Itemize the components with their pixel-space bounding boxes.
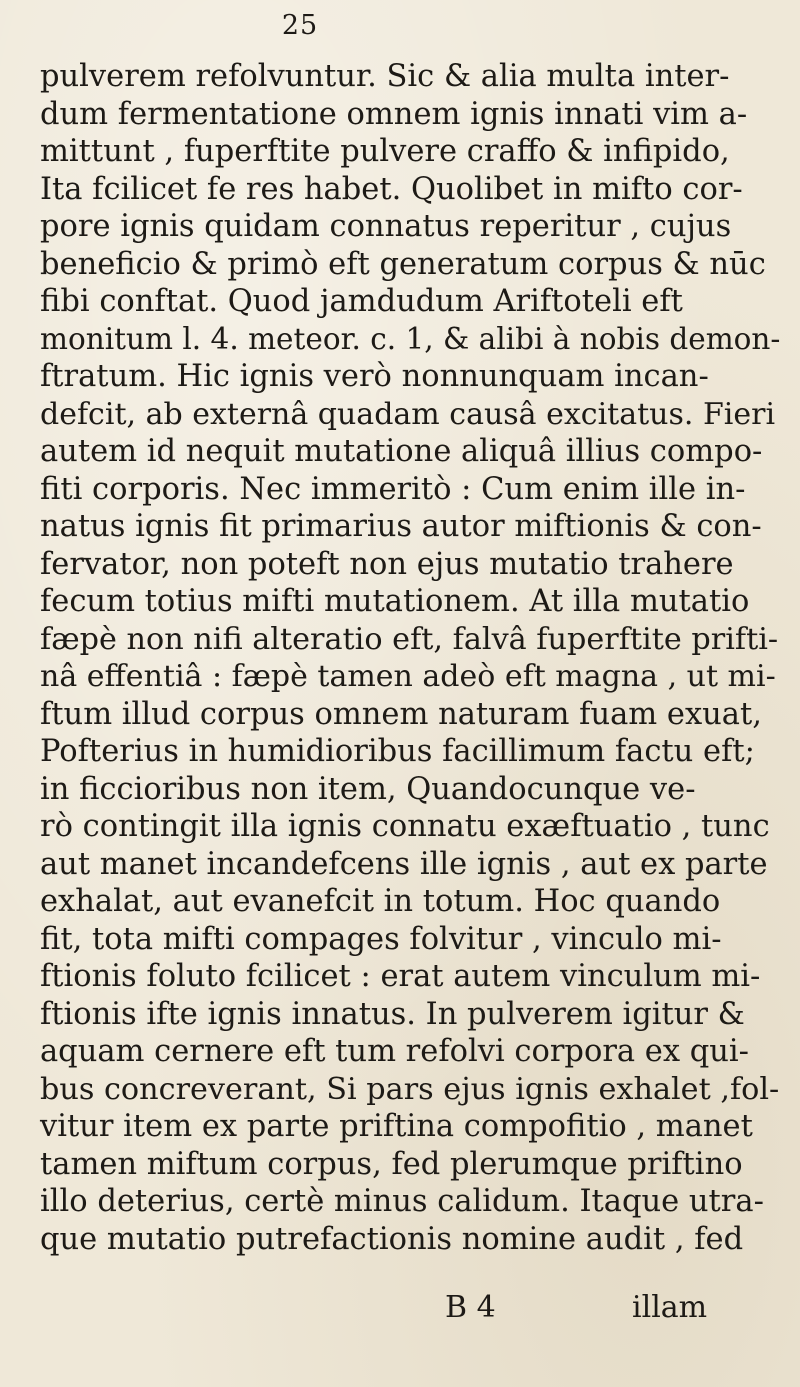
text-line: bus concreverant, Si pars ejus ignis exhalet ,fol-	[40, 1071, 780, 1107]
page-number: 25	[281, 10, 319, 41]
text-line: Ita fcilicet fe res habet. Quolibet in mifto cor-	[40, 171, 743, 207]
text-line: monitum l. 4. meteor. c. 1, & alibi à nobis demon-	[40, 321, 781, 356]
text-line: fibi conftat. Quod jamdudum Ariftoteli eft	[40, 284, 683, 319]
body-text	[40, 58, 780, 1258]
text-line: ftionis foluto fcilicet : erat autem vinculum mi-	[40, 959, 761, 994]
text-line: illo deterius, certè minus calidum. Itaque utra-	[40, 1184, 764, 1219]
text-line: que mutatio putrefactionis nomine audit , fed	[40, 1221, 744, 1257]
text-line: ftratum. Hic ignis verò nonnunquam incan-	[40, 359, 709, 394]
text-line: exhalat, aut evanefcit in totum. Hoc quando	[40, 884, 721, 919]
text-line: fecum totius mifti mutationem. At illa mutatio	[40, 584, 750, 619]
text-line: fiti corporis. Nec immeritò : Cum enim ille in-	[40, 471, 746, 507]
catchword: illam	[632, 1290, 708, 1325]
text-line: natus ignis fit primarius autor miftionis & con-	[40, 509, 762, 544]
text-line: aut manet incandefcens ille ignis , aut ex parte	[40, 846, 768, 882]
text-line: aquam cernere eft tum refolvi corpora ex qui-	[40, 1034, 749, 1069]
text-line: fervator, non poteft non ejus mutatio trahere	[40, 546, 734, 582]
text-line: vitur item ex parte priftina compofitio , manet	[40, 1109, 753, 1144]
text-line: dum fermentatione omnem ignis innati vim a-	[40, 96, 748, 132]
text-line: rò contingit illa ignis connatu exæftuatio , tunc	[40, 809, 770, 844]
text-line: autem id nequit mutatione aliquâ illius compo-	[40, 434, 763, 469]
text-line: pore ignis quidam connatus reperitur , cujus	[40, 209, 732, 244]
signature-mark: B 4	[445, 1290, 496, 1325]
text-line: mittunt , fuperftite pulvere craffo & infipido,	[40, 134, 730, 169]
text-line: fit, tota mifti compages folvitur , vinculo mi-	[40, 921, 722, 957]
text-line: fæpè non nifi alteratio eft, falvâ fuperftite prifti-	[40, 621, 779, 657]
text-line: ftum illud corpus omnem naturam fuam exuat,	[40, 696, 762, 732]
text-line: tamen miftum corpus, fed plerumque priftino	[40, 1146, 743, 1182]
text-line: nâ effentiâ : fæpè tamen adeò eft magna , ut mi-	[40, 659, 776, 694]
text-line: in ficcioribus non item, Quandocunque ve-	[40, 771, 696, 807]
text-line: pulverem refolvuntur. Sic & alia multa inter-	[40, 59, 730, 94]
text-line: beneficio & primò eft generatum corpus & nūc	[40, 246, 766, 282]
page-footer	[0, 1290, 800, 1330]
text-line: ftionis ifte ignis innatus. In pulverem igitur &	[40, 996, 745, 1032]
text-line: Pofterius in humidioribus facillimum factu eft;	[40, 734, 755, 769]
text-line: defcit, ab externâ quadam causâ excitatus. Fieri	[40, 396, 776, 432]
